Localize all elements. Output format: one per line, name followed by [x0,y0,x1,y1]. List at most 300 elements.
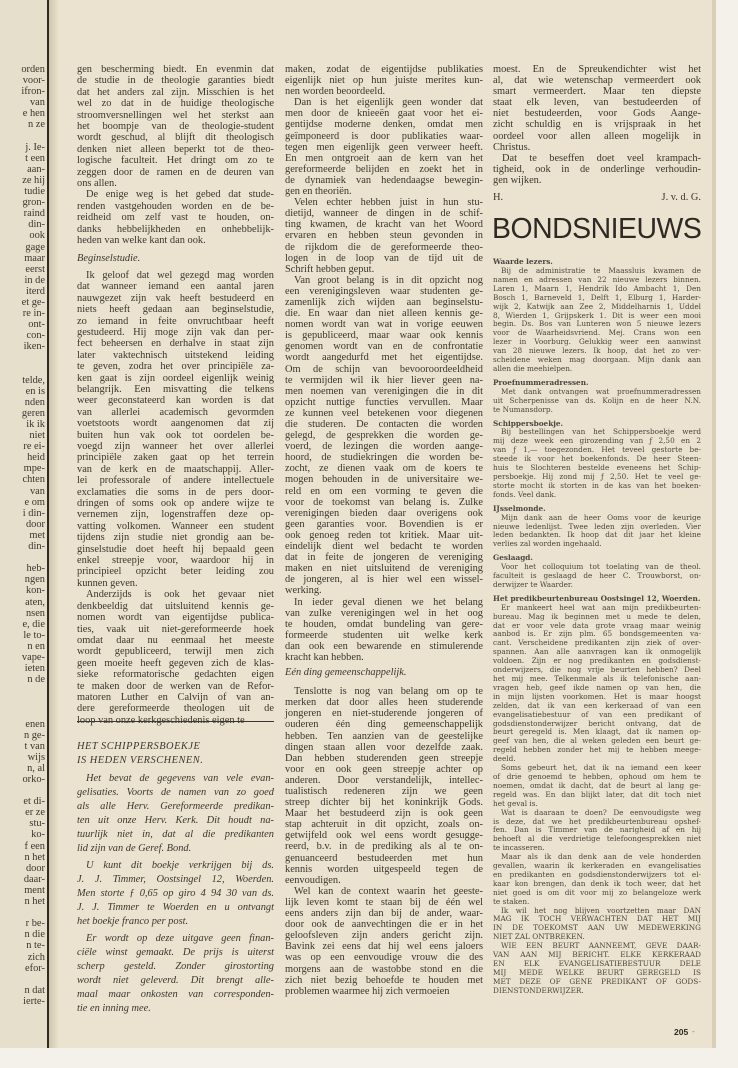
paragraph [285,886,483,997]
text-line: tualistisch redeneren zijn we geen [285,786,483,797]
text-line: niet [29,430,45,442]
text-line: lei professorale of andere intellectuele [77,475,274,487]
signature-author: J. v. d. G. [661,192,701,204]
text-line: nen worden beoordeeld. [285,86,386,98]
text-line: denkbeeldig dat uitsluitend kennis ge- [77,600,274,612]
text-line: te geven, zodra het over principiële za- [77,361,274,373]
text-line: omdat daar nu eenmaal het meeste [77,634,274,646]
text-line: smart vermeerdert. Maar ten diepste [493,86,701,98]
text-line: het mij mee. Telkenmale als ik telefonische aan- [493,674,701,683]
paragraph [285,197,483,275]
text-line: e om [24,496,45,508]
text-line: aanbod is. Er zijn plm. 65 bondsgemeenten va- [493,629,701,639]
text-line: derwijzer te Waarder. [493,579,573,589]
text-line: allen die meehielpen. [493,364,573,373]
text-line: n ze [27,119,45,131]
text-line: MIJ MEDE WELKE BEURT GEREGELD IS [493,967,701,977]
text-line: Het bevat de gegevens van vele evan- [86,773,274,784]
paragraph [493,153,701,186]
text-line: orko- [22,774,45,785]
text-line: men door de knieeën gaat voor het ei- [285,108,483,120]
fragment-block [0,64,45,131]
text-line: n, al [27,762,45,774]
notice-paragraph [77,859,274,929]
text-line: Er mankeert heel wat aan mijn predikbeurten- [501,602,701,612]
text-line: reld en om een vorming te geven die [285,485,483,497]
text-line: genuanceerd bestudeerden met hun [285,852,483,864]
text-line: is gepubliceerd, maar waar ook kennis [285,330,483,342]
section-heading: Beginselstudie. [77,252,141,264]
text-line: Anderzijds is ook het gevaar niet [86,589,274,601]
text-line: lezer in Voorburg. Gelukkig weer een aanwinst [493,337,701,347]
notice-divider-rule [77,721,274,722]
text-line: nomen wordt van eigentijdse publica- [77,612,274,624]
text-line: zelden, dat ik van een kerkeraad of van een [493,700,701,710]
text-line: ifron- [21,86,45,98]
text-line: nden [24,396,45,408]
text-line: Bosch 1, Barneveld 1, Delft 1, Elburg 1, Harder- [493,292,701,302]
text-line: en predikanten en godsdienstonderwijzers tot el- [493,869,701,879]
text-line: als alle Herv. Gereformeerde predikan- [77,801,274,812]
paragraph [493,907,701,943]
text-line: Met dank ontvangen wat proefnummeradressen [501,386,701,396]
text-line: Dan is het eigenlijk geen wonder dat [294,97,483,109]
text-line: principiële zaken gaat op het terrein [77,452,274,464]
text-line: merken dat door alles heen studerende [285,697,483,709]
page-number: 205 [674,1027,689,1037]
text-line: dat het anders zal zijn. Misschien is het [77,86,274,98]
paragraph [493,764,701,809]
text-line: de dynamiek van hedendaagse bewegin- [285,174,483,186]
text-line: DIENSTONDERWIJZER. [493,985,584,995]
fragment-block [0,563,45,685]
news-item-heading: Het predikbeurtenbureau Oostsingel 12, Woerden. [493,593,701,603]
text-line: kracht kan hebben. [285,651,364,663]
text-line: vape- [21,651,45,663]
text-line: renden vastgehouden worden en de be- [77,200,274,212]
text-line: Wat is daaraan te doen? De eenvoudigste weg [501,807,701,817]
text-line: Men storte ƒ 0,65 op giro 4 94 30 van ds. [77,888,274,899]
text-line: het geval is. [493,798,538,808]
text-line: namen en adressen van 22 nieuwe lezers binnen. [493,274,701,284]
text-line: n die [24,929,45,941]
text-line: kon- [25,585,45,597]
text-line: formeerde studenten uit welke kerk [285,629,483,641]
text-line: te vermijden wil ik hier liever geen na- [285,374,483,386]
text-line: Voor het colloquium tot toelating van de theol. [501,562,701,572]
text-line: gereformeerde belijden en zoekt het in [285,163,483,175]
page-right-edge [712,0,716,1048]
text-line: Laren 1, Maarn 1, Hendrik Ido Ambacht 1, Den [493,283,701,293]
spacer [0,552,45,563]
text-line: ment [24,884,45,896]
text-line: Van groot belang is in dit opzicht nog [294,274,483,286]
news-item-heading: Geslaagd. [493,553,533,563]
text-line: logische faculteit. Het dringt om zo te [77,155,274,167]
spacer [0,364,45,375]
text-line: eens anders zijn dan bij de ander, waar- [285,908,483,920]
spacer [0,696,45,707]
notice-title-line: HET SCHIPPERSBOEKJE [77,741,201,752]
text-line: vernemen zijn, logenstraffen deze op- [77,509,274,521]
spacer [0,907,45,918]
text-line: voor de Waarheidsvriend. Mej. Crans won een [493,328,701,338]
text-line: exclamaties die soms in de pers door- [77,486,274,498]
text-line: gentijdse moderne denken, omdat men [285,119,483,131]
text-line: een verenigingsleven waar studenten ge- [285,285,483,297]
text-line: voor en ook geen streepje achter op [285,763,483,775]
text-line: anderen. Door verstandelijk, intellec- [285,774,483,786]
notice-title [77,740,274,768]
text-line: men noemen van verenigingen die in dit [285,385,483,397]
paragraph [493,514,701,550]
text-line: IN DE TOEKOMST AAN UW MEDEWERKING [493,923,701,933]
text-line: de studie in de theologie garanties biedt [77,75,274,87]
text-line: J. J. Timmer, Oostsingel 12, Woerden. [77,874,274,885]
text-line: daar- [23,873,45,885]
text-line: gen en theoriën. [285,186,352,198]
text-line: staat elk leven, van bestudeerden of [493,97,701,109]
text-line: fen. Dan is Timmer van de narigheid af en hij [493,825,701,835]
text-line: nsen [25,607,45,619]
text-line: fonds. Veel dank. [493,489,557,499]
text-line: door [25,862,45,874]
text-line: ko- [31,829,45,841]
text-line: kennis worden uitgespeeld tegen de [285,863,483,875]
text-line: geïmponeerd is door publikaties waar- [285,130,483,142]
text-line: beurt geregeld is. Men klaagt, dat ik namen op- [493,727,701,737]
spacer [0,352,45,363]
text-line: die. En waar dan niet alleen kennis ge- [285,308,483,320]
text-line: Om de schijn van bevooroordeeldheid [285,363,483,375]
text-line: godsdienstonderwijzer bericht ontvang, dat de [493,718,701,728]
paragraph [285,64,483,97]
text-line: Bavink zei eens dat hij wel eens jaloers [285,941,483,953]
text-line: van [29,485,45,497]
text-line: dat er voor vele data grote vraag maar weinig [493,620,701,630]
text-line: tie en inning mee. [77,1003,151,1014]
text-line: wordt aangedurfd met het eigentijdse. [285,352,483,364]
text-line: heden van welke kant dan ook. [77,235,206,247]
text-line: voegd zijn wanneer het over allerlei [77,441,274,452]
text-line: van ƒ 1,— toegezonden. Het teveel gestorte be- [493,445,701,455]
text-line: r be- [25,918,45,930]
paragraph [77,589,274,726]
text-line: Ik wil het nog blijven voortzetten maar DAN [501,905,701,915]
text-line: con- [26,330,45,342]
text-line: J. J. Timmer te Woerden en u ontvangt [77,902,274,913]
text-line: eerst [25,263,45,275]
text-line: hoord, de studiekringen die worden be- [285,452,483,464]
fragment-block [0,985,45,1007]
text-line: maar [24,252,45,264]
text-line: al, dat wie wetenschap vermeerdert ook [493,75,701,87]
text-line: mogen behouden in de universitaire we- [285,474,483,486]
text-line: n te- [26,940,45,952]
text-line: voor- [22,75,45,87]
text-line: n dat [24,984,45,996]
text-line: Wel kan de context waarin het geeste- [294,885,483,897]
text-line: maken, zodat de eigentijdse publikaties [285,64,483,75]
text-line: re in- [22,308,45,320]
text-line: niet goed is om dit voor mij zo belangeloze werk [493,887,701,897]
text-line: geef van hen, die al weken geleden een beurt ge- [493,736,701,746]
text-line: gron- [22,197,45,209]
text-line: vragen heb, geef ikde namen op van hen, die [493,682,701,692]
article-ending [493,64,701,186]
article-signature [493,192,701,203]
text-line: nomen wordt van wat in vorige eeuwen [285,319,483,331]
text-line: f een [24,840,45,852]
news-item-heading: Proefnummeradressen. [493,377,589,387]
text-line: t een [25,152,45,164]
text-line: Bij bestellingen van het Schippersboekje werd [501,427,701,437]
text-line: steede ik voor het boekenfonds. De heer Steen- [493,454,701,464]
paragraph [493,942,701,995]
text-line: dat in feite de jongeren de vereniging [285,552,483,564]
text-line: stu- [29,818,45,830]
text-line: begin. Ds. Bos van Lunteren won 5 nieuwe lezers [493,319,701,329]
text-line: De enige weg is het gebed dat stude- [86,189,274,201]
text-line: zich [27,951,45,963]
text-line: ginselstudie doet heeft hij bepaald geen [77,543,274,555]
text-line: eenvoudigen. [285,874,341,886]
paragraph [285,275,483,597]
text-line: door ook de aanvechtingen die er in het [285,919,483,931]
text-line: Ik geloof dat wel gezegd mag worden [86,269,274,281]
text-line: Soms gebeurt het, dat ik na iemand een keer [501,763,701,773]
text-line: kunnen geven. [77,577,138,589]
text-line: zeggen door de ramen en de deuren van [77,166,274,178]
text-line: ons allen. [77,178,117,190]
text-line: de jongeren, al is hier wel een wissel- [285,574,483,586]
text-line: regeld was. En dan blijkt later, dat dit toch niet [493,789,701,799]
text-line: scherp gesteld. Zonder girostorting [77,961,274,972]
text-line: onderwijzers, die nog vrije beurten hebben? Deel [493,665,701,675]
news-item-heading: Schippersboekje. [493,418,564,428]
text-line: zich niet bezig behoefde te houden met [285,974,483,986]
text-line: orden [21,64,45,75]
text-line: reidheid om zelf vast te houden, on- [77,212,274,224]
text-line: er ze [25,807,45,819]
text-line: wordt gepubliceerd, terwijl men zich [77,646,274,658]
paragraph [77,270,274,589]
spacer [0,785,45,796]
notice-paragraph [77,932,274,1016]
text-line: enen [25,718,45,730]
article-column-1 [77,64,274,726]
text-line: ze hij [22,174,45,186]
text-line: Dat te beseffen doet veel krampach- [502,152,701,164]
text-line: is deze, dat we het predikbeurtenbureau opshef- [493,816,701,826]
text-line: dietijd, wanneer de dingen in de schif- [285,208,483,220]
text-line: mij deze week een girozending van ƒ 2,50 en 2 [493,436,701,446]
text-line: deeld. [493,754,516,764]
paragraph [493,267,701,374]
text-line: dere gereformeerde theologen uit de [77,703,274,715]
text-line: genomen wordt van en de confrontatie [285,341,483,353]
text-line: ik ik [26,419,45,430]
text-line: wordt niet geleverd. Dit brengt alle- [77,975,274,986]
text-line: n het [24,896,45,908]
paragraph [493,563,701,590]
text-line: lid zijn van de Geref. Bond. [77,843,192,854]
text-line: niet bestudeerden, voor Gods Aange- [493,108,701,120]
text-line: gestudeerd. Hij moge zijn vak dan per- [77,326,274,338]
text-line: ook [29,230,45,242]
fragment-block [0,796,45,907]
text-line: mpe- [23,463,45,475]
text-line: heb- [26,563,45,575]
text-line: dan ook een bewarende en stimulerende [285,640,483,652]
text-line: gen bescherming biedt. En evenmin dat [77,64,274,75]
text-line: stroomversnellingen wel het sterkst aan [77,109,274,121]
text-line: getwijfeld ook wel eens wordt gesugge- [285,830,483,842]
text-line: sieke reformatorische gedachten eigen [77,669,274,681]
text-line: ciële winst gemaakt. De prijs is uiterst [77,947,274,958]
text-line: ten uit onze Herv. Kerk. Dit houdt na- [77,815,274,826]
text-line: et ge- [21,296,45,308]
text-line: efor- [25,962,45,974]
text-line: bureau. Mag ik beginnen met u mede te delen, [493,611,701,621]
text-line: verlies zal worden ingehaald. [493,539,602,549]
spacer [0,707,45,718]
text-line: t van [24,740,45,752]
notice-body [77,772,274,1016]
text-line: dat wanneer iemand een aantal jaren [77,281,274,293]
text-line: principieel opzicht beter leiding zou [77,566,274,578]
text-line: noemen, omdat ik dacht, dat de beurt al lang ge- [493,780,701,790]
text-line: gelegd, de gesprekken die worden ge- [285,430,483,442]
binding-shadow [49,0,59,1048]
text-line: het boompje van de theologie-student [77,121,274,133]
text-line: et di- [23,796,45,808]
text-line: vatting volkomen. Wanneer een student [77,520,274,532]
text-line: wel zo dat in de huidige theologische [77,98,274,110]
text-line: Dan hebben studerenden geen streepje [285,752,483,764]
text-line: e, die [22,618,45,630]
text-line: regeld hebben zonder het mij te hebben meege- [493,745,701,755]
text-line: verenigingen bieden daar overigens ook [285,507,483,519]
text-line: oordeel voor allen alleen mogelijk in [493,130,701,142]
text-line: stap achteruit in dit opzicht, zoals on- [285,819,483,831]
text-line: geren [21,407,45,419]
text-line: van allerlei academisch gevormden [77,406,274,418]
text-line: Maar als ik dan denk aan de vele honderden [501,852,701,862]
text-line: wordt geschud, al blijft dit theologisch [77,132,274,144]
text-line: ont- [28,319,45,331]
fragment-block [0,142,45,353]
text-line: gen wijken. [493,174,542,186]
schippersboekje-notice [77,718,274,1019]
text-line: wijk 2, Katwijk aan Zee 2, Middelharnis 1, Uddel [493,301,701,311]
text-line: danks hebbelijkheden en onhebbelijk- [77,223,274,235]
text-line: door [25,518,45,530]
text-line: i din- [22,507,45,519]
text-line: j. Ie- [25,141,45,153]
paragraph [493,388,701,415]
text-line: leden bedankten. Ik hoop dat dit jaar het kleine [493,530,701,540]
text-line: met [29,529,45,541]
text-line: zo iemand in feite onvruchtbaar heeft [77,315,274,327]
text-line: ook genoeg reden tot kritiek. Maar uit- [285,529,483,541]
text-line: fect beheersen en derhalve in staat zijn [77,338,274,350]
text-line: te incasseren. [493,843,545,853]
text-line: van [29,97,45,109]
text-line: voerd, de lezingen die worden aange- [285,441,483,453]
text-line: NIET ZAL ONTBREKEN. [493,932,585,942]
text-line: belangrijk. Een misvatting die telkens [77,383,274,395]
page-number-dash: - [692,1027,695,1036]
text-line: nieuwe ledenlijst. Twee leden zijn overleden. Vier [493,521,701,531]
text-line: eigenlijk niet op hun juiste merites kun- [285,75,483,87]
text-line: raind [23,208,45,220]
paragraph [493,64,701,153]
text-line: in mijn lijsten voorkomen. Het is maar hoogst [493,691,701,701]
text-line: te houden, omdat bundeling van gere- [285,618,483,630]
signature-place: H. [493,192,504,204]
text-line: Schrift hebben geput. [285,263,375,275]
text-line: te staken. [493,896,530,906]
previous-page-text-fragment [0,64,45,1007]
text-line: Christus. [493,141,531,153]
bondsnieuws-section [493,258,701,996]
text-line: zamenlijk zich wijden aan beginselstu- [285,296,483,308]
text-line: jongeren en niet-studerende jongeren of [285,708,483,720]
text-line: WIE EEN BEURT AANNEEMT, GEVE DAAR- [501,941,701,951]
text-line: le to- [23,629,45,641]
text-line: tijdens zijn studie niet grondig aan be- [77,532,274,544]
text-line: de rijkdom die de gereformeerde theo- [285,241,483,253]
paragraph [285,686,483,886]
text-line: storte mocht ik storten in de kas van het boeken- [493,480,701,490]
spacer [0,131,45,142]
text-line: aten, [25,596,45,608]
text-line: tuurlijk niet in, dat al die predikanten [77,829,274,840]
text-line: ngen [24,574,45,586]
text-line: moest. En de Spreukendichter wist het [493,64,701,75]
paragraph [77,64,274,189]
text-line: din- [28,219,45,231]
news-item-heading: IJsselmonde. [493,503,546,513]
text-line: opzicht nuttige functies vervullen. Maar [285,396,483,408]
text-line: faculteit is geslaagd de heer C. Trouwborst, on- [493,571,701,581]
text-line: gevallen, waarin ik kerkeraden en evangelisaties [493,861,701,871]
text-line: e hen [22,108,45,120]
text-line: zocht, ze dienen vaak om de koers te [285,463,483,475]
text-line: tegen men eigenlijk geen verweer heeft. [285,141,483,153]
text-line: iken- [23,341,45,353]
fragment-block [0,719,45,786]
text-line: evangelisatiebestuur of van een predikant of [493,709,701,719]
text-line: van de kerk en de maatschappij. Aller- [77,463,274,475]
text-line: of drie genoemd te hebben, ophoud om hem te [493,771,701,781]
fragment-block [0,918,45,973]
text-line: voetstoots wordt aangenomen dat zij [77,418,274,430]
text-line: ting kwamen, de kracht van het Woord [285,219,483,231]
text-line: ties, vaak uit niet-gereformeerde hoek [77,623,274,635]
text-line: kaar kon brengen, dan denk ik toch weer, dat het [493,878,701,888]
text-line: gelisaties. Voorts de namen van zo goed [77,787,274,798]
paragraph [77,189,274,246]
text-line: ierte- [23,995,45,1007]
text-line: scheidene weken mag doorgaan. Mijn dank aan [493,355,701,365]
text-line: din- [28,541,45,553]
text-line: denken niet alleen beperkt tot de theo- [77,143,274,155]
text-line: van 28 nieuwe lezers. Ik hoop, dat het zo ver- [493,346,701,356]
text-line: te Numansdorp. [493,404,553,414]
notice-paragraph [77,772,274,856]
